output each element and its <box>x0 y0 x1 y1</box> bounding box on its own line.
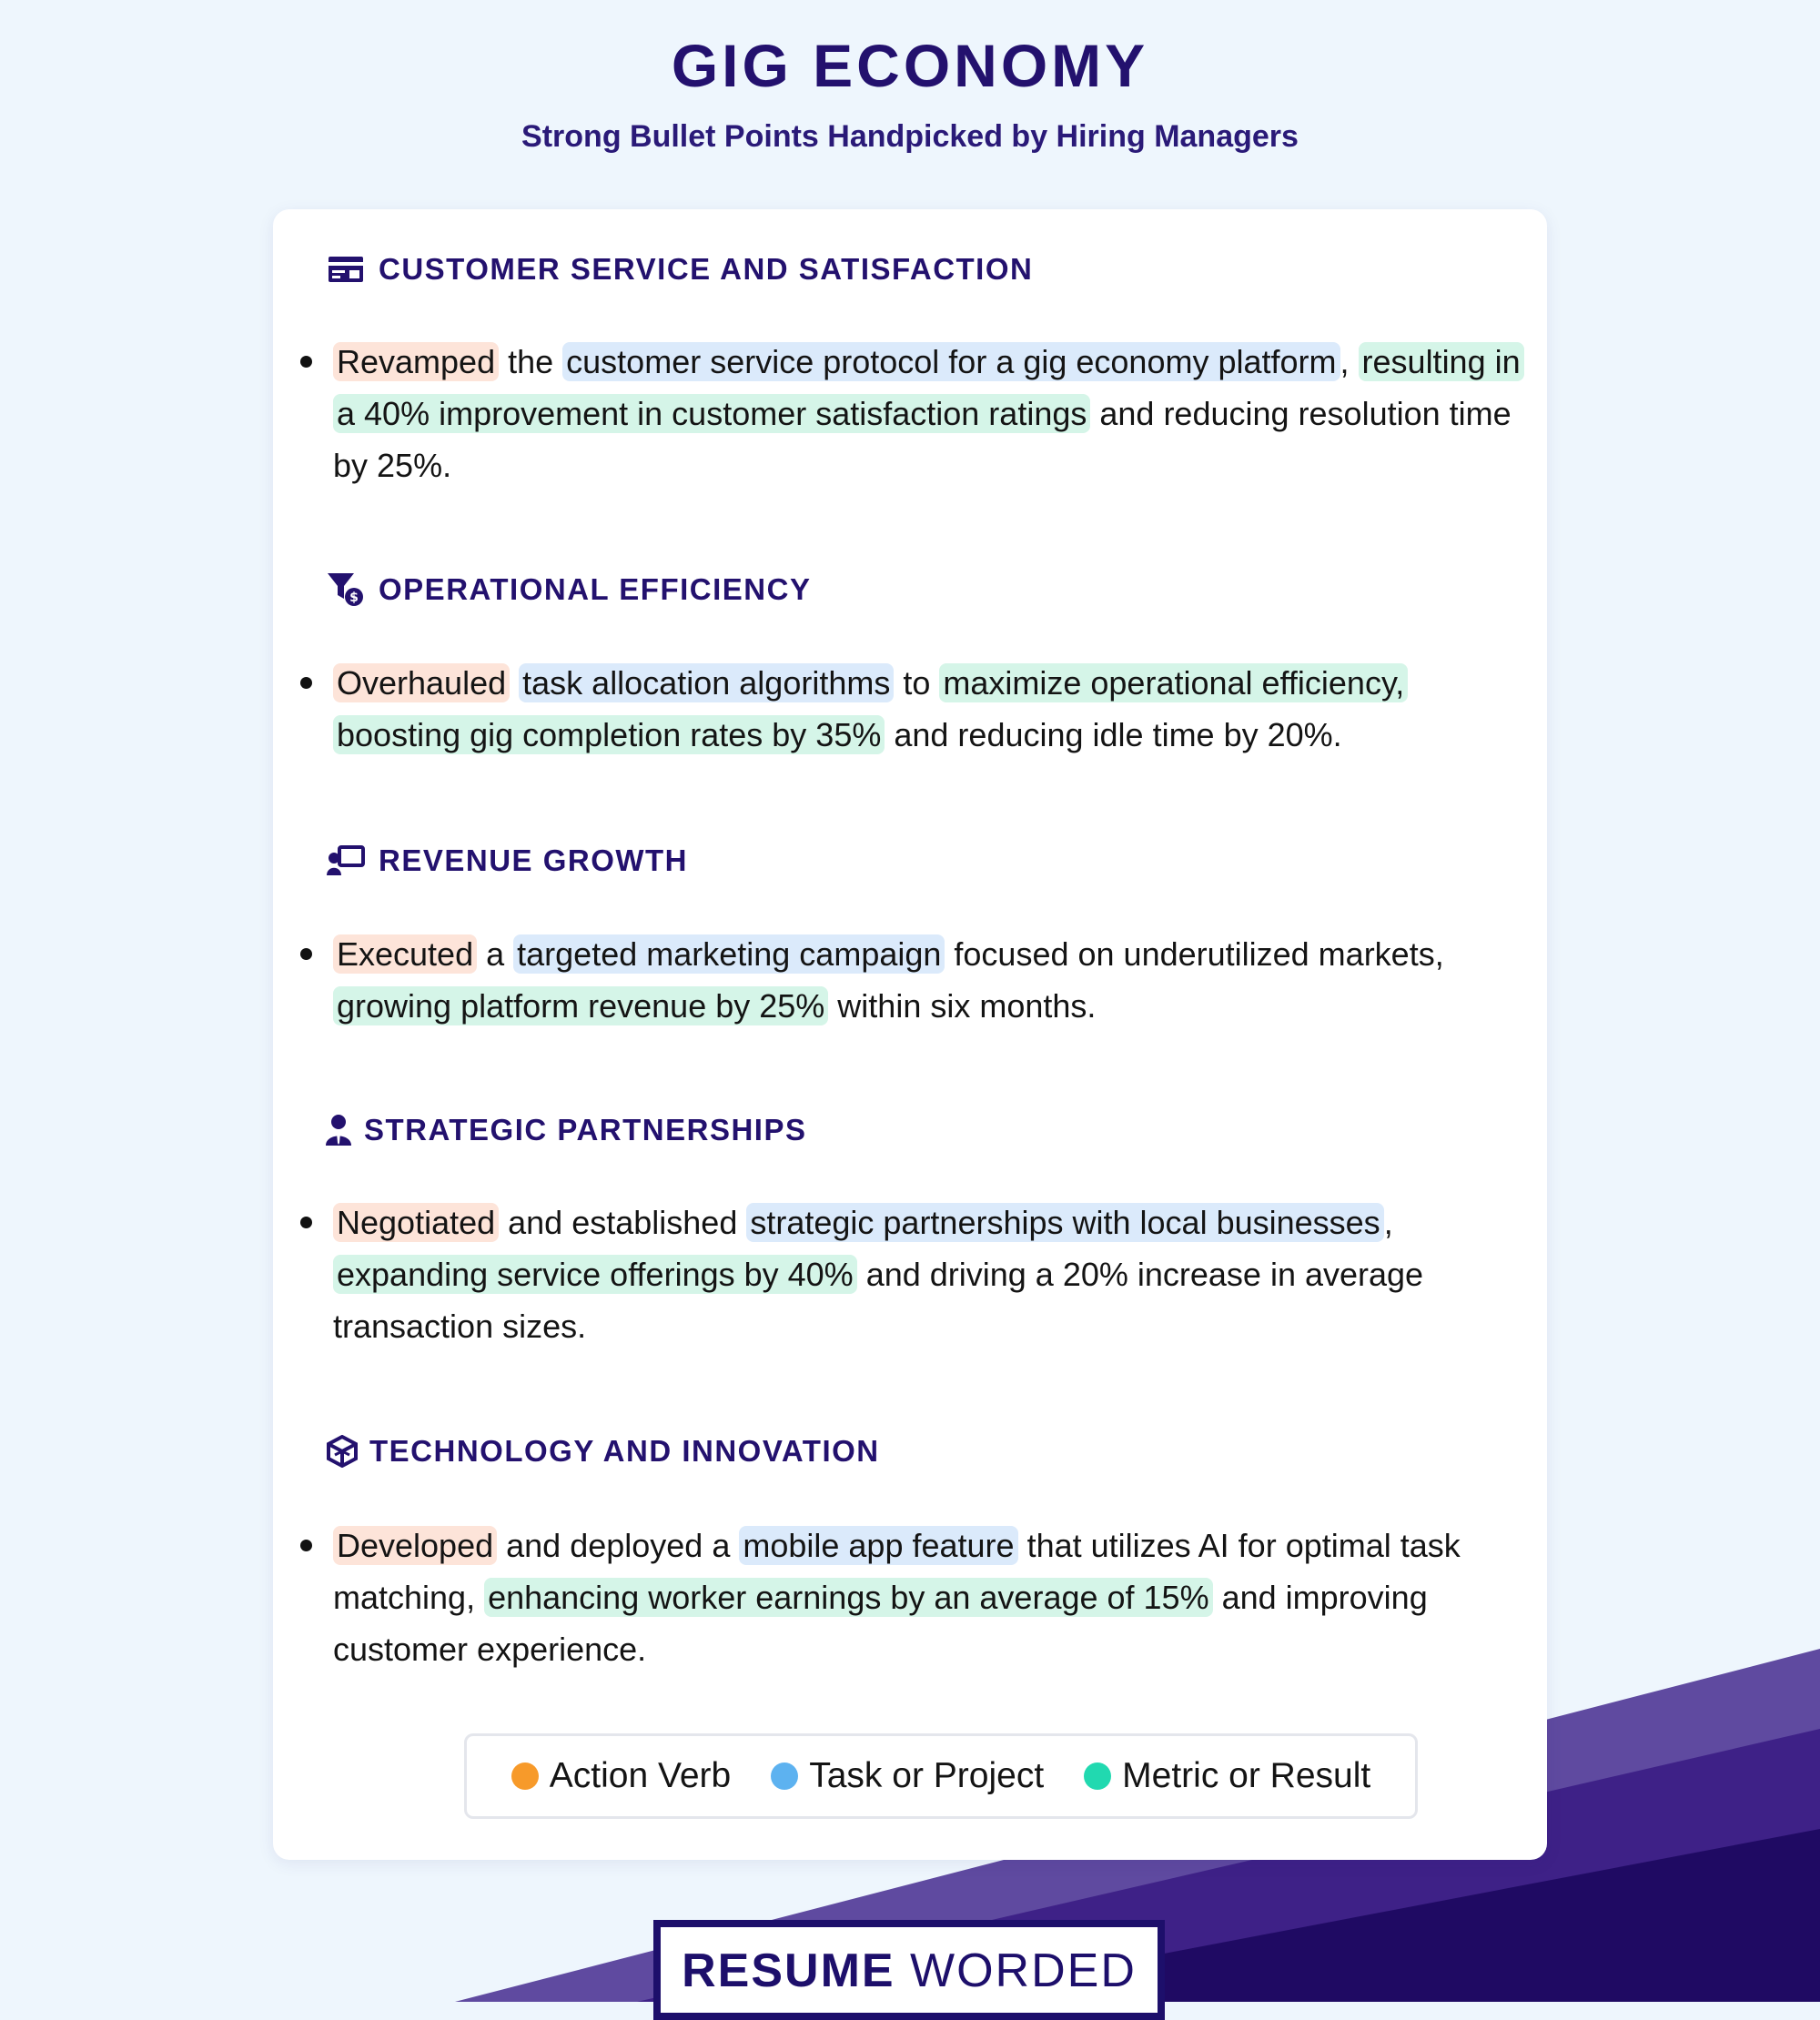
brand-bold-word: RESUME <box>682 1944 895 1997</box>
bullet-text-segment: a <box>477 935 514 973</box>
resume-worded-logo <box>653 1920 1165 2020</box>
legend-item-action-verb <box>511 1756 731 1796</box>
brand-light-word: WORDED <box>910 1944 1137 1997</box>
section-heading <box>326 249 1033 289</box>
bullet-text-segment: the <box>499 343 563 380</box>
funnel-dollar-icon <box>326 570 366 610</box>
bullet-text <box>333 1197 1529 1352</box>
bullet-text-segment: , <box>1383 1204 1393 1241</box>
bullet-marker <box>300 1217 312 1228</box>
section-title: TECHNOLOGY AND INNOVATION <box>369 1434 880 1468</box>
highlight-action-verb: Overhauled <box>333 663 510 702</box>
svg-text:$: $ <box>349 591 359 605</box>
section-heading <box>326 570 811 610</box>
bullet-text <box>333 1520 1529 1675</box>
bullet-text-segment <box>510 664 519 702</box>
bullet-text-segment: and reducing idle time by 20%. <box>885 716 1342 753</box>
section-title: OPERATIONAL EFFICIENCY <box>379 572 812 606</box>
section-heading <box>318 1110 806 1150</box>
highlight-action-verb: Negotiated <box>333 1203 499 1242</box>
bullet-text-segment: and improving customer experience. <box>333 1579 1428 1668</box>
bullet-marker <box>300 356 312 368</box>
bullet-marker <box>300 948 312 960</box>
legend-item-task <box>771 1756 1044 1796</box>
legend-item-metric <box>1084 1756 1370 1796</box>
bullet-text-segment: that utilizes AI for optimal task matching, <box>333 1527 1461 1616</box>
cube-icon <box>322 1431 362 1471</box>
highlight-task-or-project: targeted marketing campaign <box>513 934 945 974</box>
highlight-task-or-project: task allocation algorithms <box>519 663 894 702</box>
section-title: CUSTOMER SERVICE AND SATISFACTION <box>379 252 1034 286</box>
legend-label: Metric or Result <box>1122 1756 1371 1795</box>
section-heading <box>326 841 688 881</box>
bullet-text-segment: and reducing resolution time by 25%. <box>333 395 1512 484</box>
bullet-text-segment: focused on underutilized markets, <box>945 935 1444 973</box>
bullet-marker <box>300 1540 312 1551</box>
legend-label: Task or Project <box>809 1756 1045 1795</box>
bullet-text <box>333 928 1529 1032</box>
legend-label: Action Verb <box>549 1756 732 1795</box>
highlight-action-verb: Revamped <box>333 342 499 381</box>
highlight-legend <box>464 1733 1418 1819</box>
highlight-metric-or-result: enhancing worker earnings by an average of 15% <box>484 1578 1213 1617</box>
legend-dot-teal <box>1084 1762 1111 1790</box>
legend-dot-blue <box>771 1762 798 1790</box>
highlight-task-or-project: strategic partnerships with local businesses <box>746 1203 1383 1242</box>
businessman-icon <box>318 1110 359 1150</box>
bullet-marker <box>300 677 312 689</box>
highlight-action-verb: Developed <box>333 1526 497 1565</box>
highlight-task-or-project: customer service protocol for a gig economy platform <box>562 342 1340 381</box>
bullet-text-segment: , <box>1340 343 1359 380</box>
bullet-text <box>333 657 1529 761</box>
bullet-text-segment: and established <box>499 1204 747 1241</box>
section-title: REVENUE GROWTH <box>379 843 689 877</box>
bullet-text <box>333 336 1529 491</box>
legend-dot-orange <box>511 1762 539 1790</box>
page-subtitle: Strong Bullet Points Handpicked by Hiring Managers <box>521 119 1299 154</box>
section-heading <box>322 1431 880 1471</box>
presenter-board-icon <box>326 841 366 881</box>
bullet-card <box>273 209 1547 1860</box>
bullet-text-segment: and driving a 20% increase in average transaction sizes. <box>333 1256 1424 1345</box>
page-header <box>0 25 1820 157</box>
highlight-metric-or-result: maximize operational efficiency, boosting gig completion rates by 35% <box>333 663 1408 754</box>
bullet-text-segment: to <box>894 664 940 702</box>
bullet-text-segment: and deployed a <box>497 1527 740 1564</box>
credit-card-icon <box>326 249 366 289</box>
highlight-metric-or-result: growing platform revenue by 25% <box>333 986 828 1025</box>
highlight-action-verb: Executed <box>333 934 477 974</box>
section-title: STRATEGIC PARTNERSHIPS <box>364 1113 807 1146</box>
highlight-metric-or-result: expanding service offerings by 40% <box>333 1255 857 1294</box>
highlight-task-or-project: mobile app feature <box>739 1526 1017 1565</box>
page-title: GIG ECONOMY <box>671 32 1149 99</box>
bullet-text-segment: within six months. <box>828 987 1097 1025</box>
highlight-metric-or-result: resulting in a 40% improvement in customer satisfaction ratings <box>333 342 1524 433</box>
